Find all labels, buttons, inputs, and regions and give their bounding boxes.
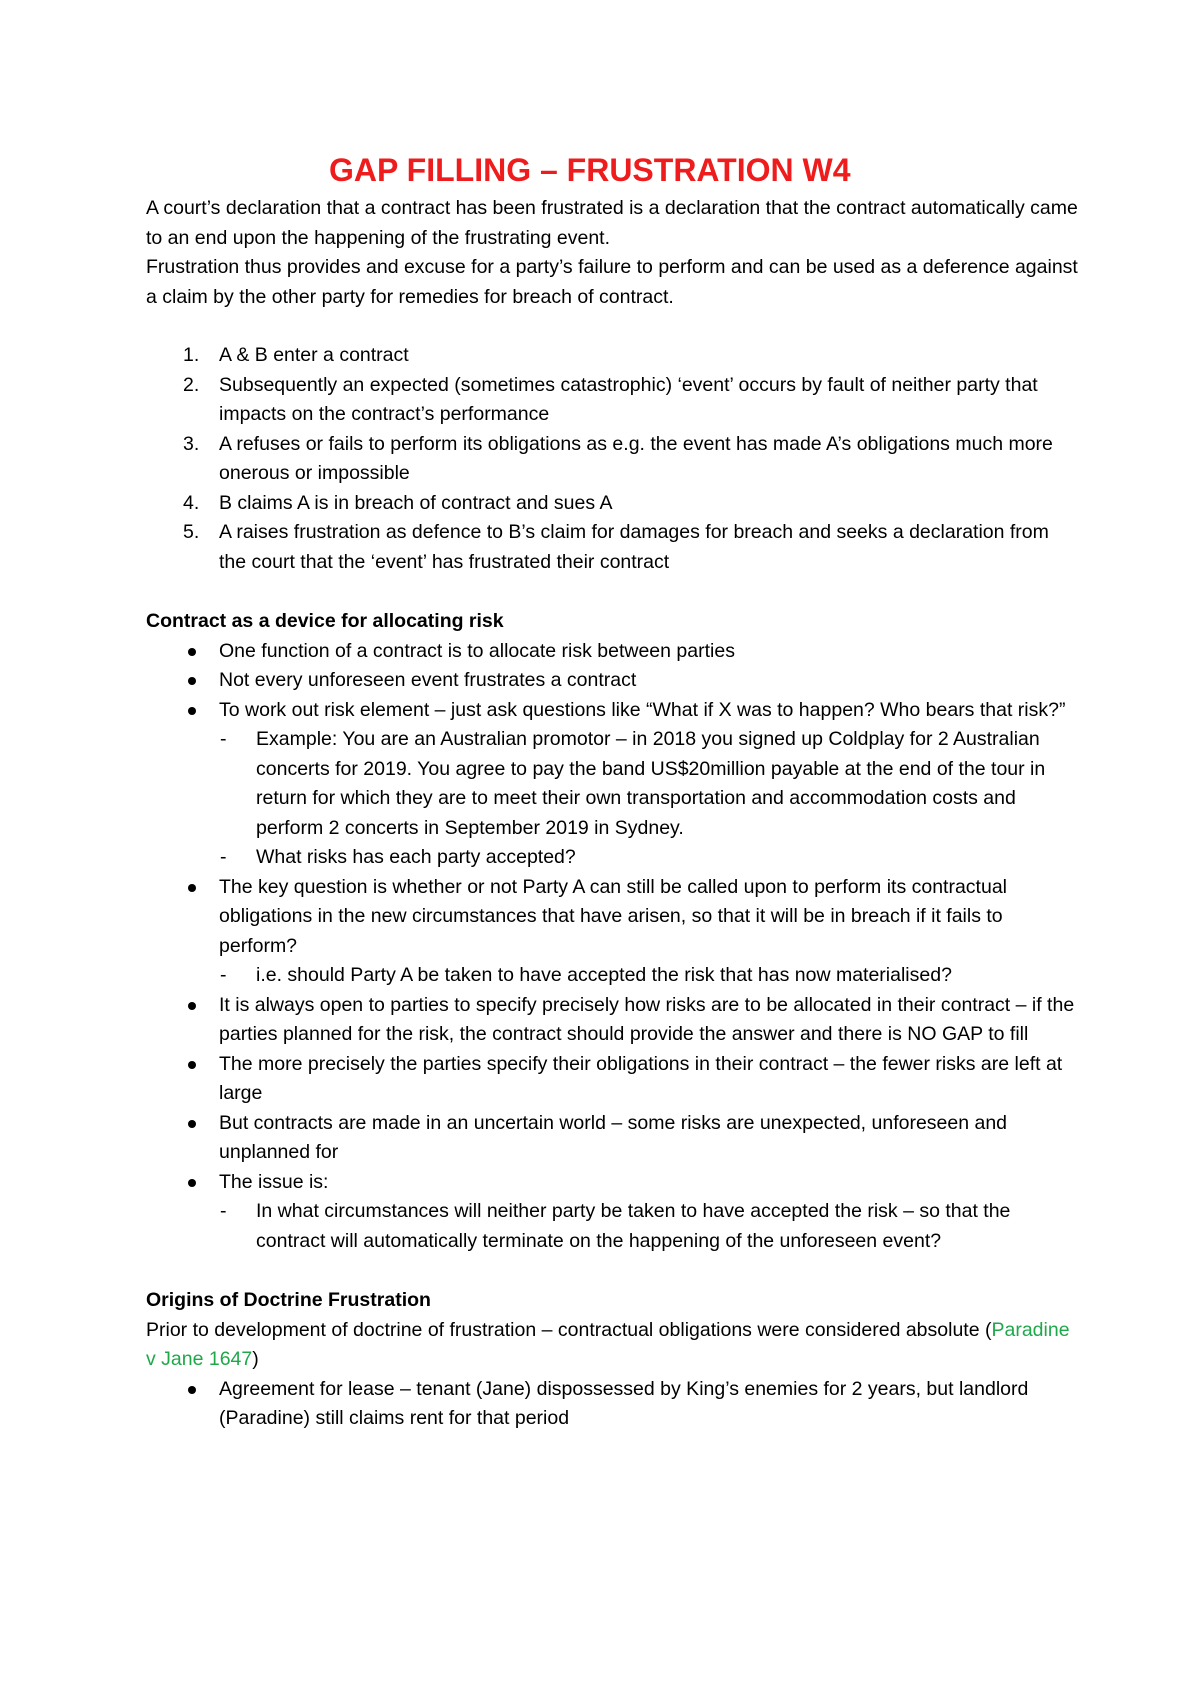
list-item [146, 1375, 1080, 1434]
step-number: 2. [183, 373, 200, 396]
bullet-dot [188, 884, 196, 892]
step-text: A & B enter a contract [219, 344, 409, 366]
bullet-text: Agreement for lease – tenant (Jane) dispossessed by King’s enemies for 2 years, but landlord (Paradine) still claims rent for that period [219, 1377, 1029, 1429]
sub-list-item [219, 961, 1080, 991]
steps-list [146, 341, 1080, 577]
origins-bullet-list [146, 1375, 1080, 1434]
list-item [146, 430, 1080, 489]
case-citation: Paradine v Jane 1647 [146, 1318, 1070, 1370]
list-item [146, 873, 1080, 991]
bullet-text: The issue is: [219, 1170, 329, 1193]
list-item [146, 341, 1080, 371]
bullet-dot [188, 707, 196, 715]
sub-list [219, 725, 1080, 873]
step-text: Subsequently an expected (sometimes catastrophic) ‘event’ occurs by fault of neither party that impacts on the contract’s performance [219, 373, 1038, 425]
bullet-text: Not every unforeseen event frustrates a contract [219, 669, 637, 691]
bullet-dot [188, 1179, 196, 1187]
list-item [146, 489, 1080, 519]
risk-section-heading: Contract as a device for allocating risk [146, 610, 504, 632]
bullet-text: But contracts are made in an uncertain world – some risks are unexpected, unforeseen and unplanned for [219, 1111, 1008, 1163]
page-title: GAP FILLING – FRUSTRATION W4 [329, 152, 851, 188]
intro-section [146, 194, 1080, 312]
origins-text-after: ) [252, 1348, 259, 1370]
bullet-dot [188, 1120, 196, 1128]
list-item [146, 371, 1080, 430]
intro-paragraph-1: A court’s declaration that a contract has been frustrated is a declaration that the contract automatically came to an end upon the happening of the frustrating event. [146, 197, 1078, 249]
sub-list [219, 961, 1080, 991]
sub-list-item [219, 725, 1080, 843]
list-item [146, 637, 1080, 667]
list-item [146, 991, 1080, 1050]
dash-marker: - [220, 964, 227, 986]
step-text: A refuses or fails to perform its obligations as e.g. the event has made A’s obligations much more onerous or impossible [219, 432, 1053, 484]
bullet-dot [188, 677, 196, 685]
step-text: A raises frustration as defence to B’s claim for damages for breach and seeks a declaration from the court that the ‘event’ has frustrated their contract [219, 521, 1049, 573]
list-item [146, 1168, 1080, 1257]
dash-marker: - [220, 846, 227, 868]
bullet-dot [188, 1061, 196, 1069]
list-item [146, 518, 1080, 577]
step-number: 5. [183, 521, 200, 543]
dash-marker: - [220, 1200, 227, 1222]
step-number: 3. [183, 432, 200, 455]
dash-marker: - [220, 728, 227, 750]
bullet-dot [188, 1386, 196, 1394]
origins-paragraph [146, 1316, 1080, 1375]
risk-bullet-list [146, 637, 1080, 1257]
bullet-text: It is always open to parties to specify precisely how risks are to be allocated in their contract – if the parties planned for the risk, the contract should provide the answer and there is NO GAP to fill [219, 993, 1075, 1045]
bullet-text: One function of a contract is to allocate risk between parties [219, 639, 735, 662]
sub-item-text: i.e. should Party A be taken to have accepted the risk that has now materialised? [256, 964, 952, 986]
bullet-dot [188, 1002, 196, 1010]
step-text: B claims A is in breach of contract and sues A [219, 491, 613, 514]
sub-list-item [219, 1197, 1080, 1256]
sub-item-text: In what circumstances will neither party be taken to have accepted the risk – so that the contract will automatically terminate on the happening of the unforeseen event? [256, 1200, 1011, 1252]
sub-item-text: Example: You are an Australian promotor – in 2018 you signed up Coldplay for 2 Australian concerts for 2019. You agree to pay the band US$20million payable at the end of the tour in return for which they are to meet their own transportation and accommodation costs and perform 2 concerts in September 2019 in Sydney. [256, 728, 1046, 839]
list-item [146, 1109, 1080, 1168]
bullet-text: To work out risk element – just ask questions like “What if X was to happen? Who bears that risk?” [219, 698, 1066, 721]
step-number: 4. [183, 491, 200, 514]
intro-paragraph-2: Frustration thus provides and excuse for a party’s failure to perform and can be used as a deference against a claim by the other party for remedies for breach of contract. [146, 256, 1078, 308]
sub-list-item [219, 843, 1080, 873]
list-item [146, 1050, 1080, 1109]
list-item [146, 696, 1080, 873]
bullet-dot [188, 648, 196, 656]
bullet-text: The key question is whether or not Party A can still be called upon to perform its contractual obligations in the new circumstances that have arisen, so that it will be in breach if it fails to perform? [219, 875, 1007, 957]
sub-item-text: What risks has each party accepted? [256, 846, 576, 868]
origins-section-heading: Origins of Doctrine Frustration [146, 1289, 431, 1311]
sub-list [219, 1197, 1080, 1256]
list-item [146, 666, 1080, 696]
step-number: 1. [183, 344, 200, 366]
origins-text-before: Prior to development of doctrine of frustration – contractual obligations were considered absolute ( [146, 1318, 992, 1341]
bullet-text: The more precisely the parties specify their obligations in their contract – the fewer risks are left at large [219, 1052, 1063, 1104]
